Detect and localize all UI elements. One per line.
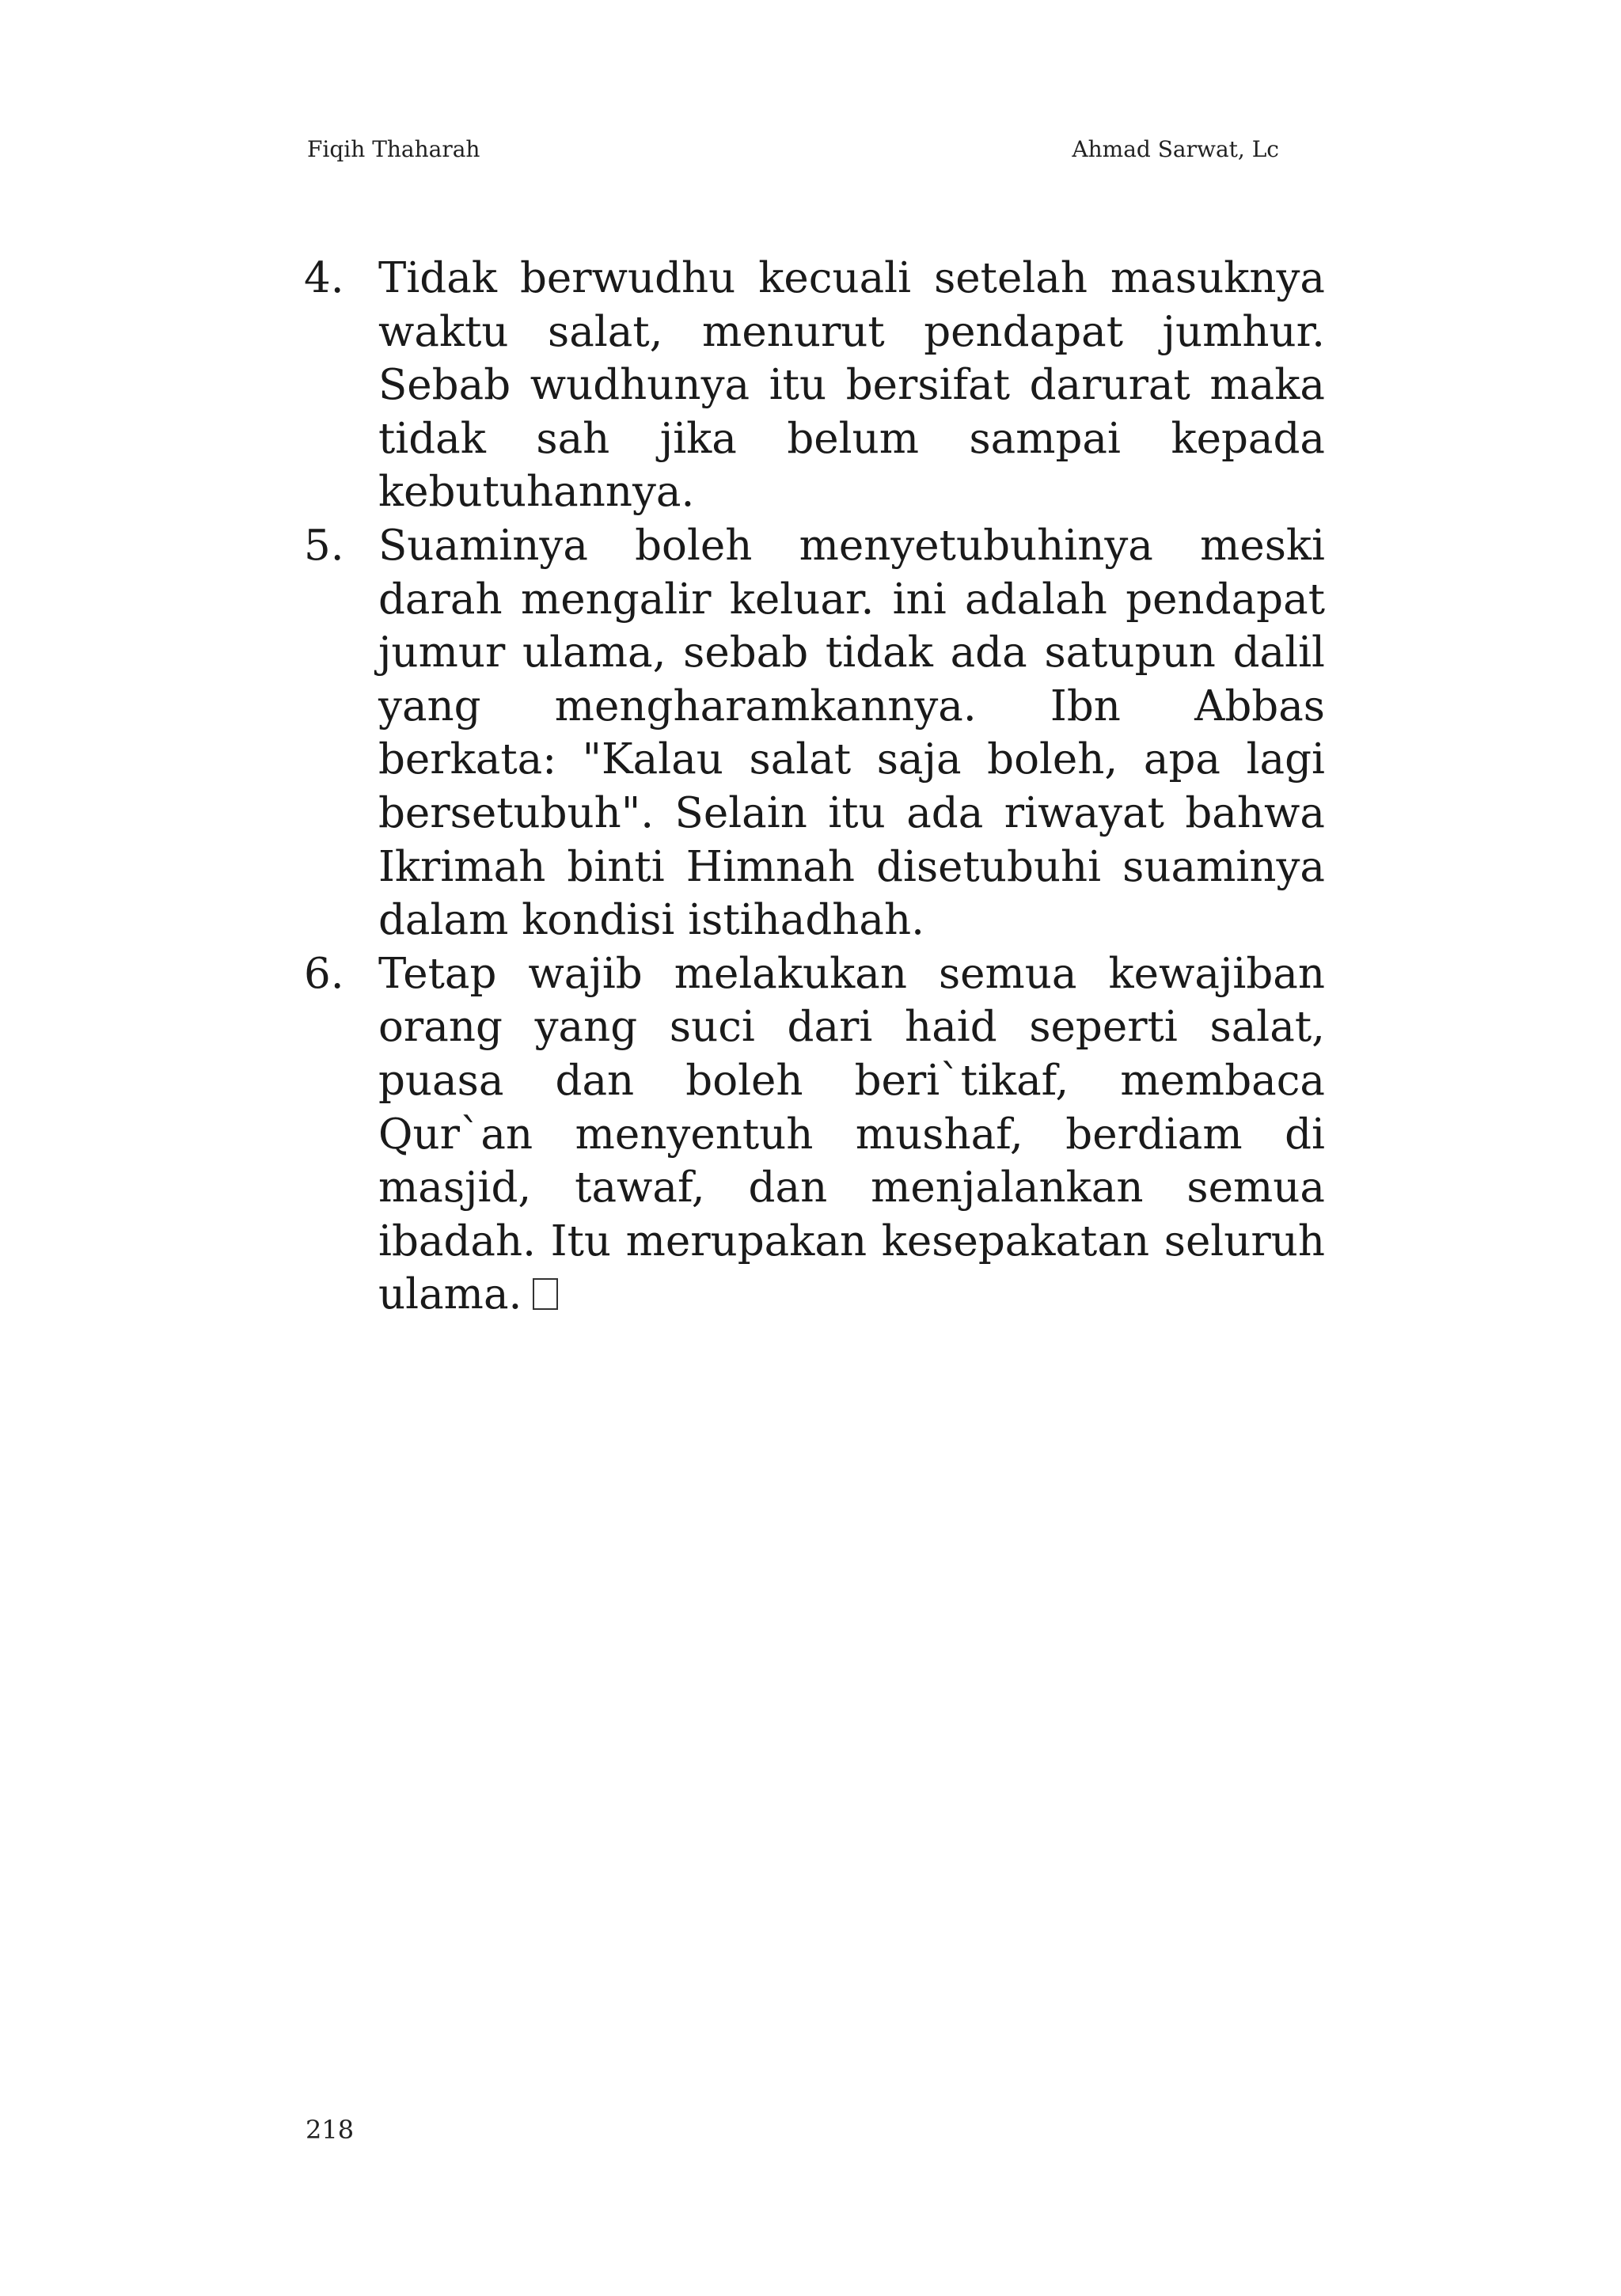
running-header [307,136,1279,162]
list-item-number: 4. [304,254,344,302]
author-name: Ahmad Sarwat, Lc [1072,136,1279,162]
book-title: Fiqih Thaharah [307,136,480,162]
list-item [304,252,1325,519]
list-item-text: Tidak berwudhu kecuali setelah masuknya waktu salat, menurut pendapat jumhur. Sebab wudhunya itu bersifat darurat maka tidak sah jika belum sampai kepada kebutuhannya. [378,254,1325,517]
list-item [304,519,1325,947]
list-item-number: 5. [304,521,344,570]
end-of-section-box-icon [533,1278,558,1310]
list-item-number: 6. [304,949,344,998]
list-item [304,947,1325,1322]
list-item-text: Suaminya boleh menyetubuhinya meski darah mengalir keluar. ini adalah pendapat jumur ulama, sebab tidak ada satupun dalil yang mengharamkannya. Ibn Abbas berkata: "Kalau salat saja boleh, apa lagi bersetubuh". Selain itu ada riwayat bahwa Ikrimah binti Himnah disetubuhi suaminya dalam kondisi istihadhah. [378,521,1325,945]
list-item-text-wrapper [378,947,1325,1322]
list-item-text: Tetap wajib melakukan semua kewajiban orang yang suci dari haid seperti salat, puasa dan boleh beri`tikaf, membaca Qur`an menyentuh mushaf, berdiam di masjid, tawaf, dan menjalankan semua ibadah. Itu merupakan kesepakatan seluruh ulama. [378,949,1325,1319]
page-number: 218 [306,2115,355,2145]
numbered-list [304,252,1325,1322]
